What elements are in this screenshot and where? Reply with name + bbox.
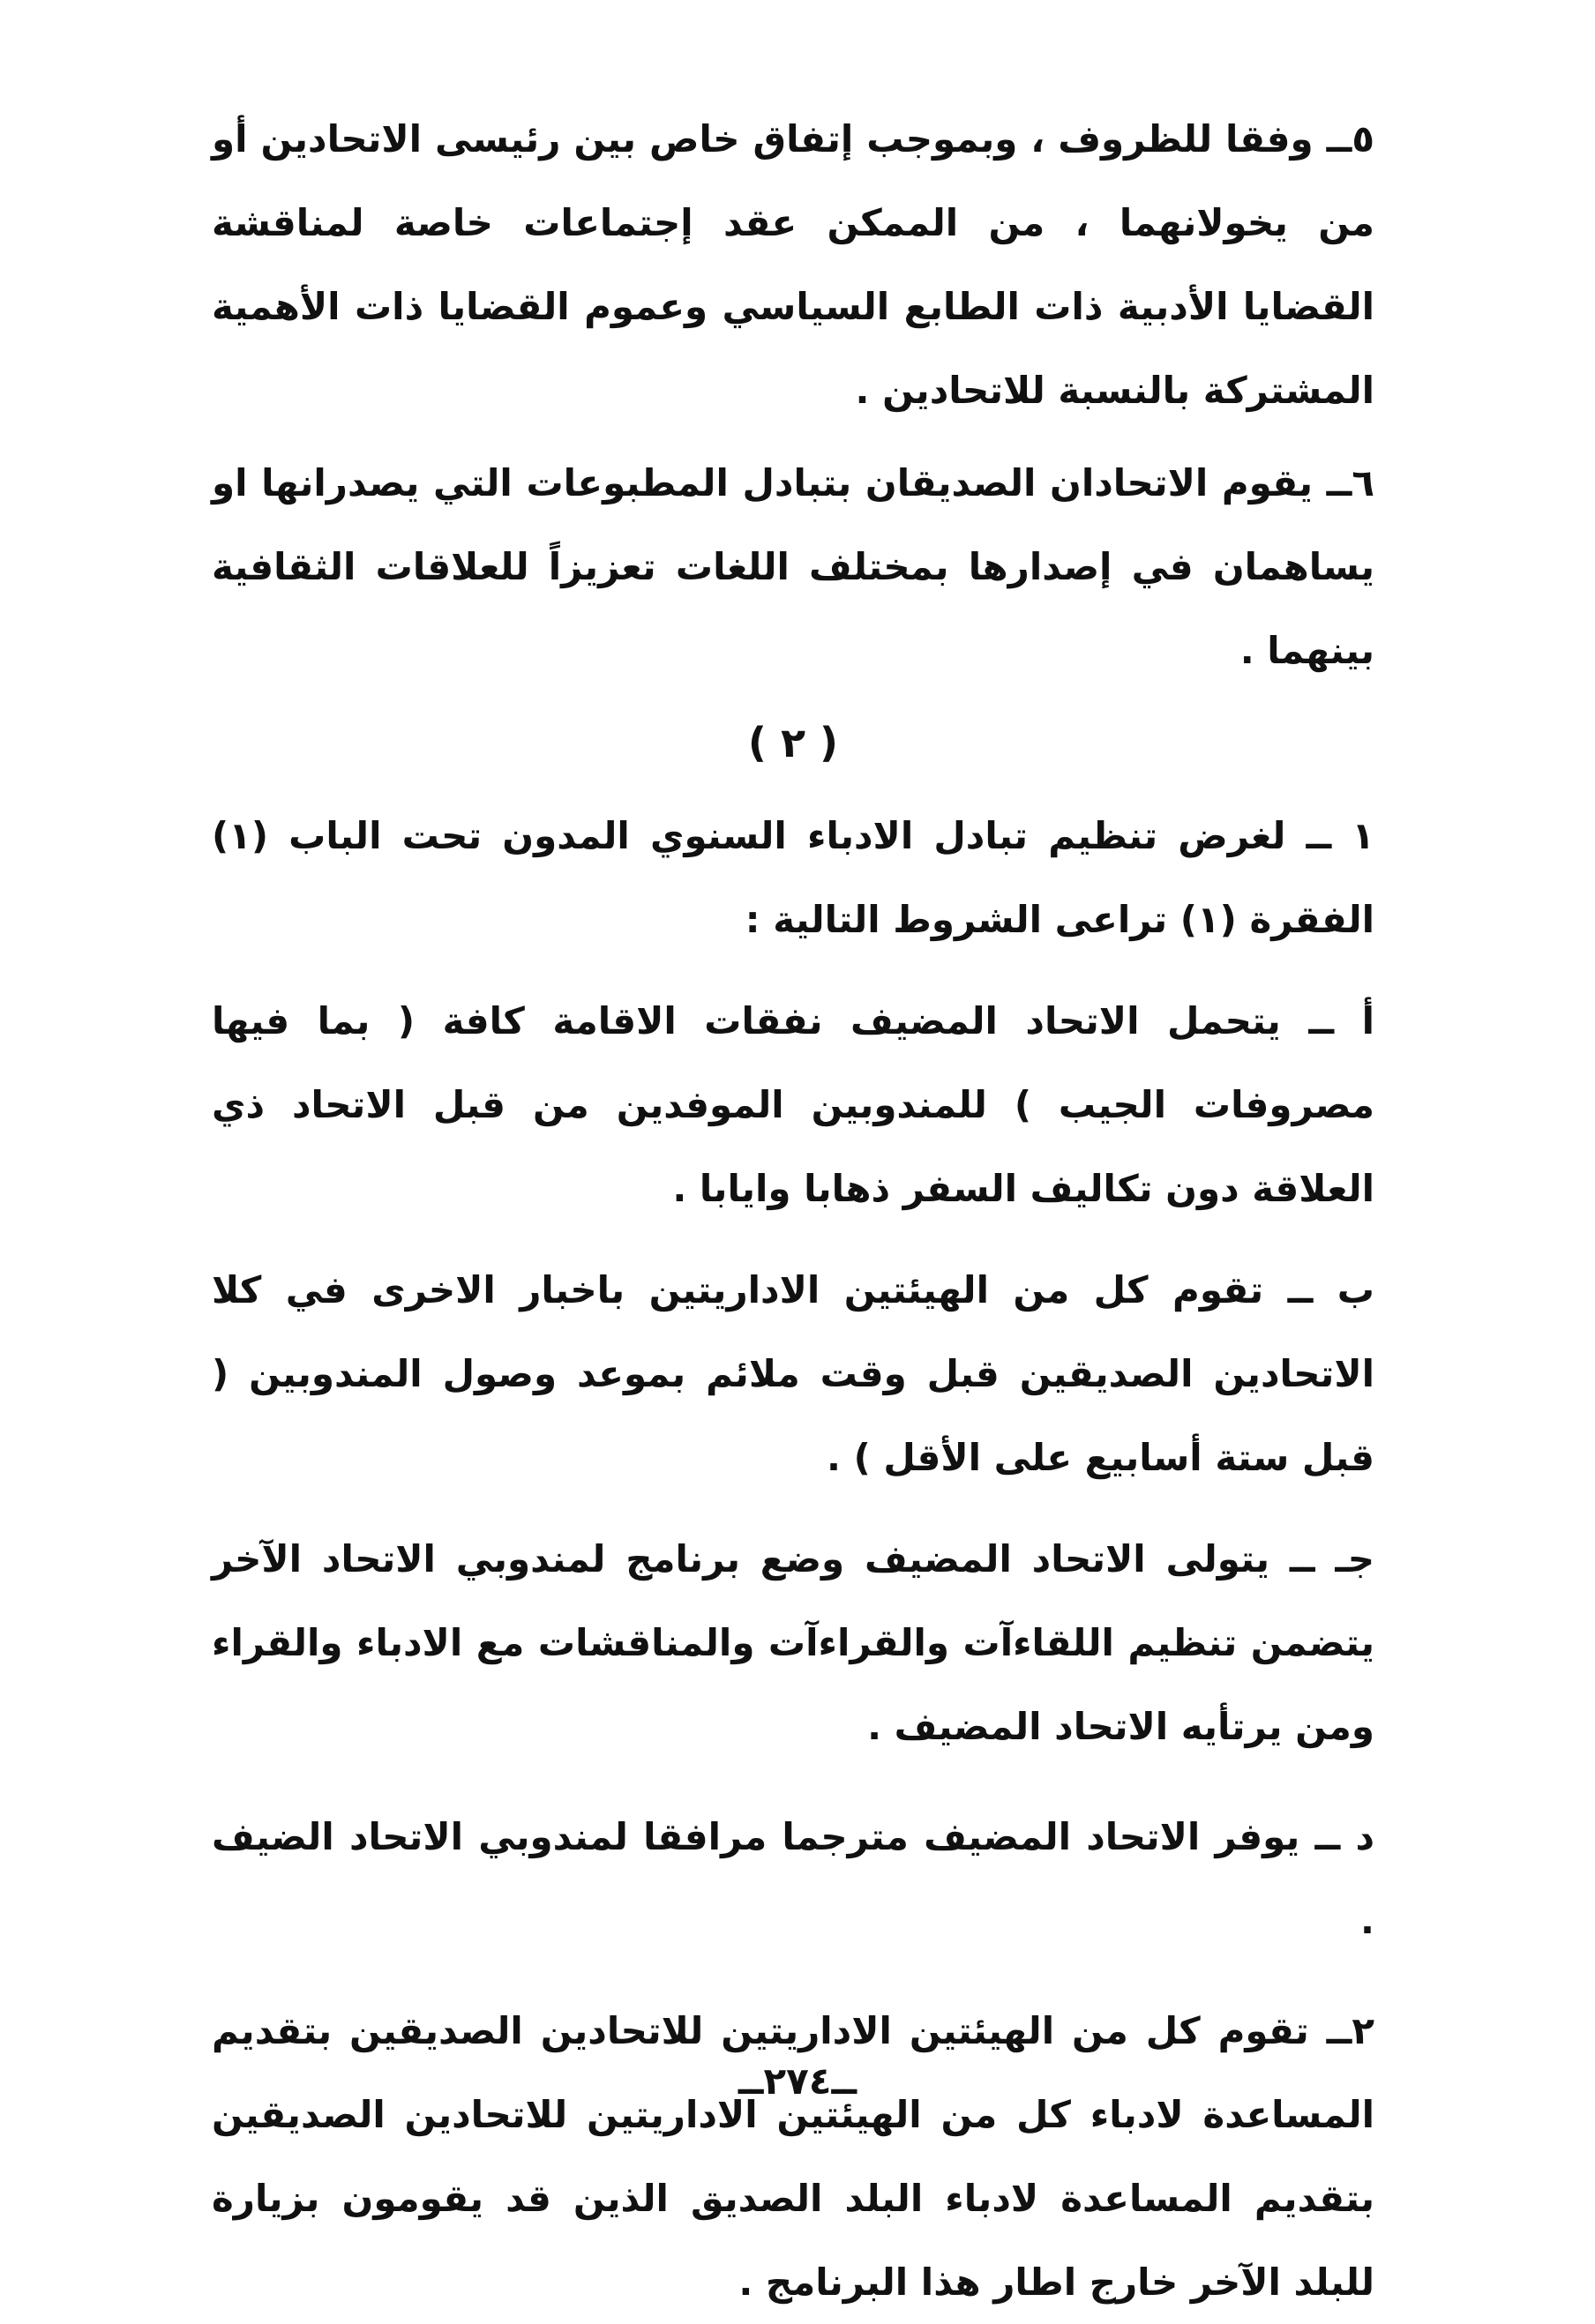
- page-number: ــ٢٧٤ــ: [738, 2059, 857, 2103]
- paragraph-item-1: ١ ــ لغرض تنظيم تبادل الادباء السنوي المدون تحت الباب (١) الفقرة (١) تراعى الشروط التالية :: [212, 814, 1374, 941]
- section-heading: ( ٢ ): [747, 719, 839, 766]
- paragraph-item-2: ٢ــ تقوم كل من الهيئتين الاداريتين للاتحادين الصديقين بتقديم المساعدة لادباء كل من الهيئتين الاداريتين للاتحادين الصديقين بتقديم المساعدة لادباء البلد الصديق الذين قد يقومون بزيارة للبلد الآخر خارج اطار هذا البرنامج .: [212, 2009, 1374, 2304]
- paragraph-item-6: ٦ــ يقوم الاتحادان الصديقان بتبادل المطبوعات التي يصدرانها او يساهمان في إصدارها بمختلف اللغات تعزيزاً للعلاقات الثقافية بينهما .: [212, 461, 1374, 672]
- paragraph-subitem-j: جـ ــ يتولى الاتحاد المضيف وضع برنامج لمندوبي الاتحاد الآخر يتضمن تنظيم اللقاءآت والقراءآت والمناقشات مع الادباء والقراء ومن يرتأيه الاتحاد المضيف .: [212, 1537, 1374, 1748]
- paragraph-subitem-b: ب ــ تقوم كل من الهيئتين الاداريتين باخبار الاخرى في كلا الاتحادين الصديقين قبل وقت ملائم بموعد وصول المندوبين ( قبل ستة أسابيع على الأقل ) .: [212, 1268, 1374, 1479]
- page-content: [212, 97, 1374, 2324]
- paragraph-subitem-d: د ــ يوفر الاتحاد المضيف مترجما مرافقا لمندوبي الاتحاد الضيف .: [212, 1815, 1374, 1942]
- paragraph-subitem-a: أ ــ يتحمل الاتحاد المضيف نفقات الاقامة كافة ( بما فيها مصروفات الجيب ) للمندوبين الموفدين من قبل الاتحاد ذي العلاقة دون تكاليف السفر ذهابا وايابا .: [212, 999, 1374, 1210]
- paragraph-item-5: ٥ــ وفقا للظروف ، وبموجب إتفاق خاص بين رئيسى الاتحادين أو من يخولانهما ، من الممكن عقد إجتماعات خاصة لمناقشة القضايا الأدبية ذات الطابع السياسي وعموم القضايا ذات الأهمية المشتركة بالنسبة للاتحادين .: [212, 117, 1374, 412]
